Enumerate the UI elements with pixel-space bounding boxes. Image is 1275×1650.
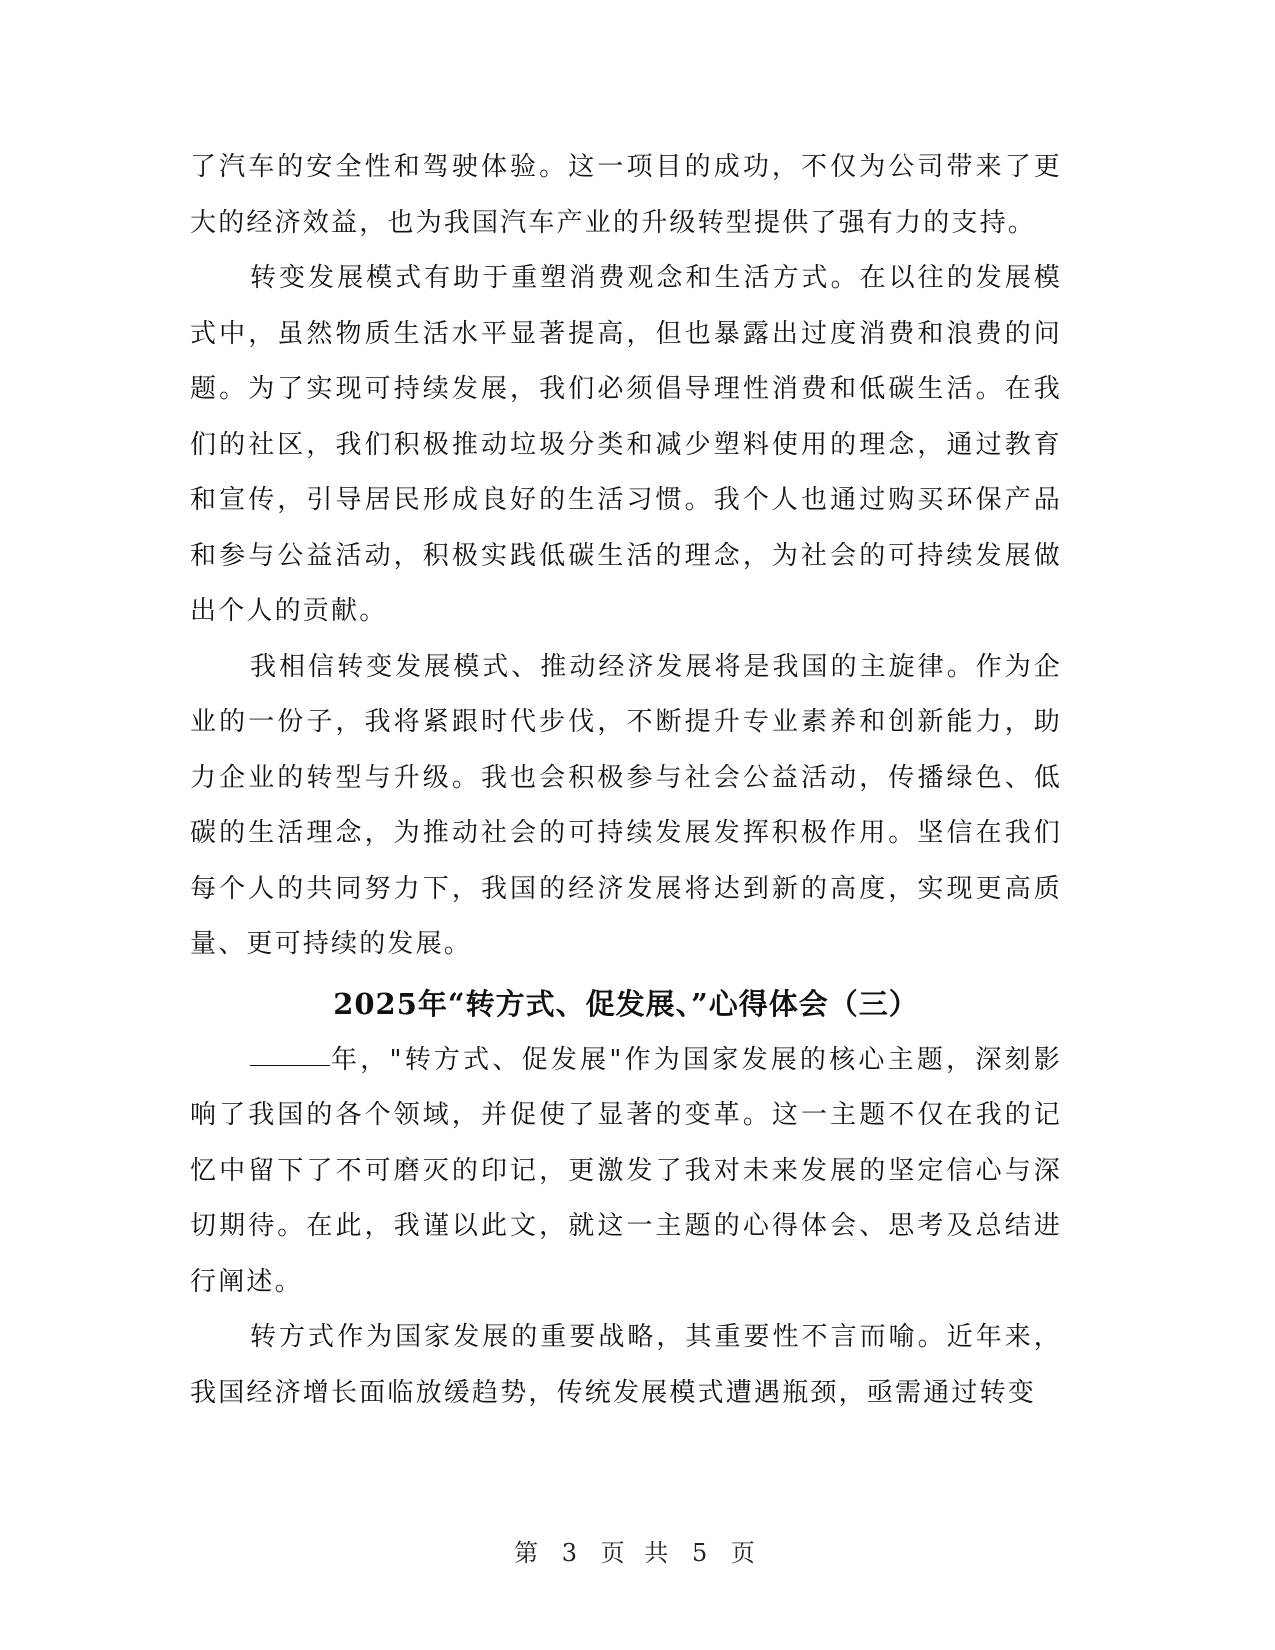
paragraph-2: 转变发展模式有助于重塑消费观念和生活方式。在以往的发展模式中，虽然物质生活水平显著提高，但也暴露出过度消费和浪费的问题。为了实现可持续发展，我们必须倡导理性消费和低碳生活。在我们的社区，我们积极推动垃圾分类和减少塑料使用的理念，通过教育和宣传，引导居民形成良好的生活习惯。我个人也通过购买环保产品和参与公益活动，积极实践低碳生活的理念，为社会的可持续发展做出个人的贡献。 [190, 263, 1062, 626]
fill-in-blank [250, 1064, 330, 1066]
document-body [190, 140, 1062, 1421]
paragraph-4-text: 年，"转方式、促发展"作为国家发展的核心主题，深刻影响了我国的各个领域，并促使了显著的变革。这一主题不仅在我的记忆中留下了不可磨灭的印记，更激发了我对未来发展的坚定信心与深切期待。在此，我谨以此文，就这一主题的心得体会、思考及总结进行阐述。 [190, 1044, 1062, 1297]
section-title: 2025年“转方式、促发展、”心得体会（三） [333, 986, 919, 1021]
paragraph-3: 我相信转变发展模式、推动经济发展将是我国的主旋律。作为企业的一份子，我将紧跟时代步伐，不断提升专业素养和创新能力，助力企业的转型与升级。我也会积极参与社会公益活动，传播绿色、低碳的生活理念，为推动社会的可持续发展发挥积极作用。坚信在我们每个人的共同努力下，我国的经济发展将达到新的高度，实现更高质量、更可持续的发展。 [190, 651, 1062, 959]
paragraph-5: 转方式作为国家发展的重要战略，其重要性不言而喻。近年来，我国经济增长面临放缓趋势，传统发展模式遭遇瓶颈，亟需通过转变 [190, 1322, 1062, 1408]
footer-label-page: 第 [514, 1539, 545, 1567]
paragraph-1: 了汽车的安全性和驾驶体验。这一项目的成功，不仅为公司带来了更大的经济效益，也为我国汽车产业的升级转型提供了强有力的支持。 [190, 152, 1062, 238]
footer-label-end: 页 [730, 1539, 761, 1567]
footer-total-pages: 5 [691, 1539, 714, 1567]
page-footer [0, 1533, 1275, 1568]
footer-label-of: 页 共 [600, 1539, 675, 1567]
footer-current-page: 3 [561, 1539, 584, 1567]
paragraph-4 [190, 1033, 1062, 1311]
